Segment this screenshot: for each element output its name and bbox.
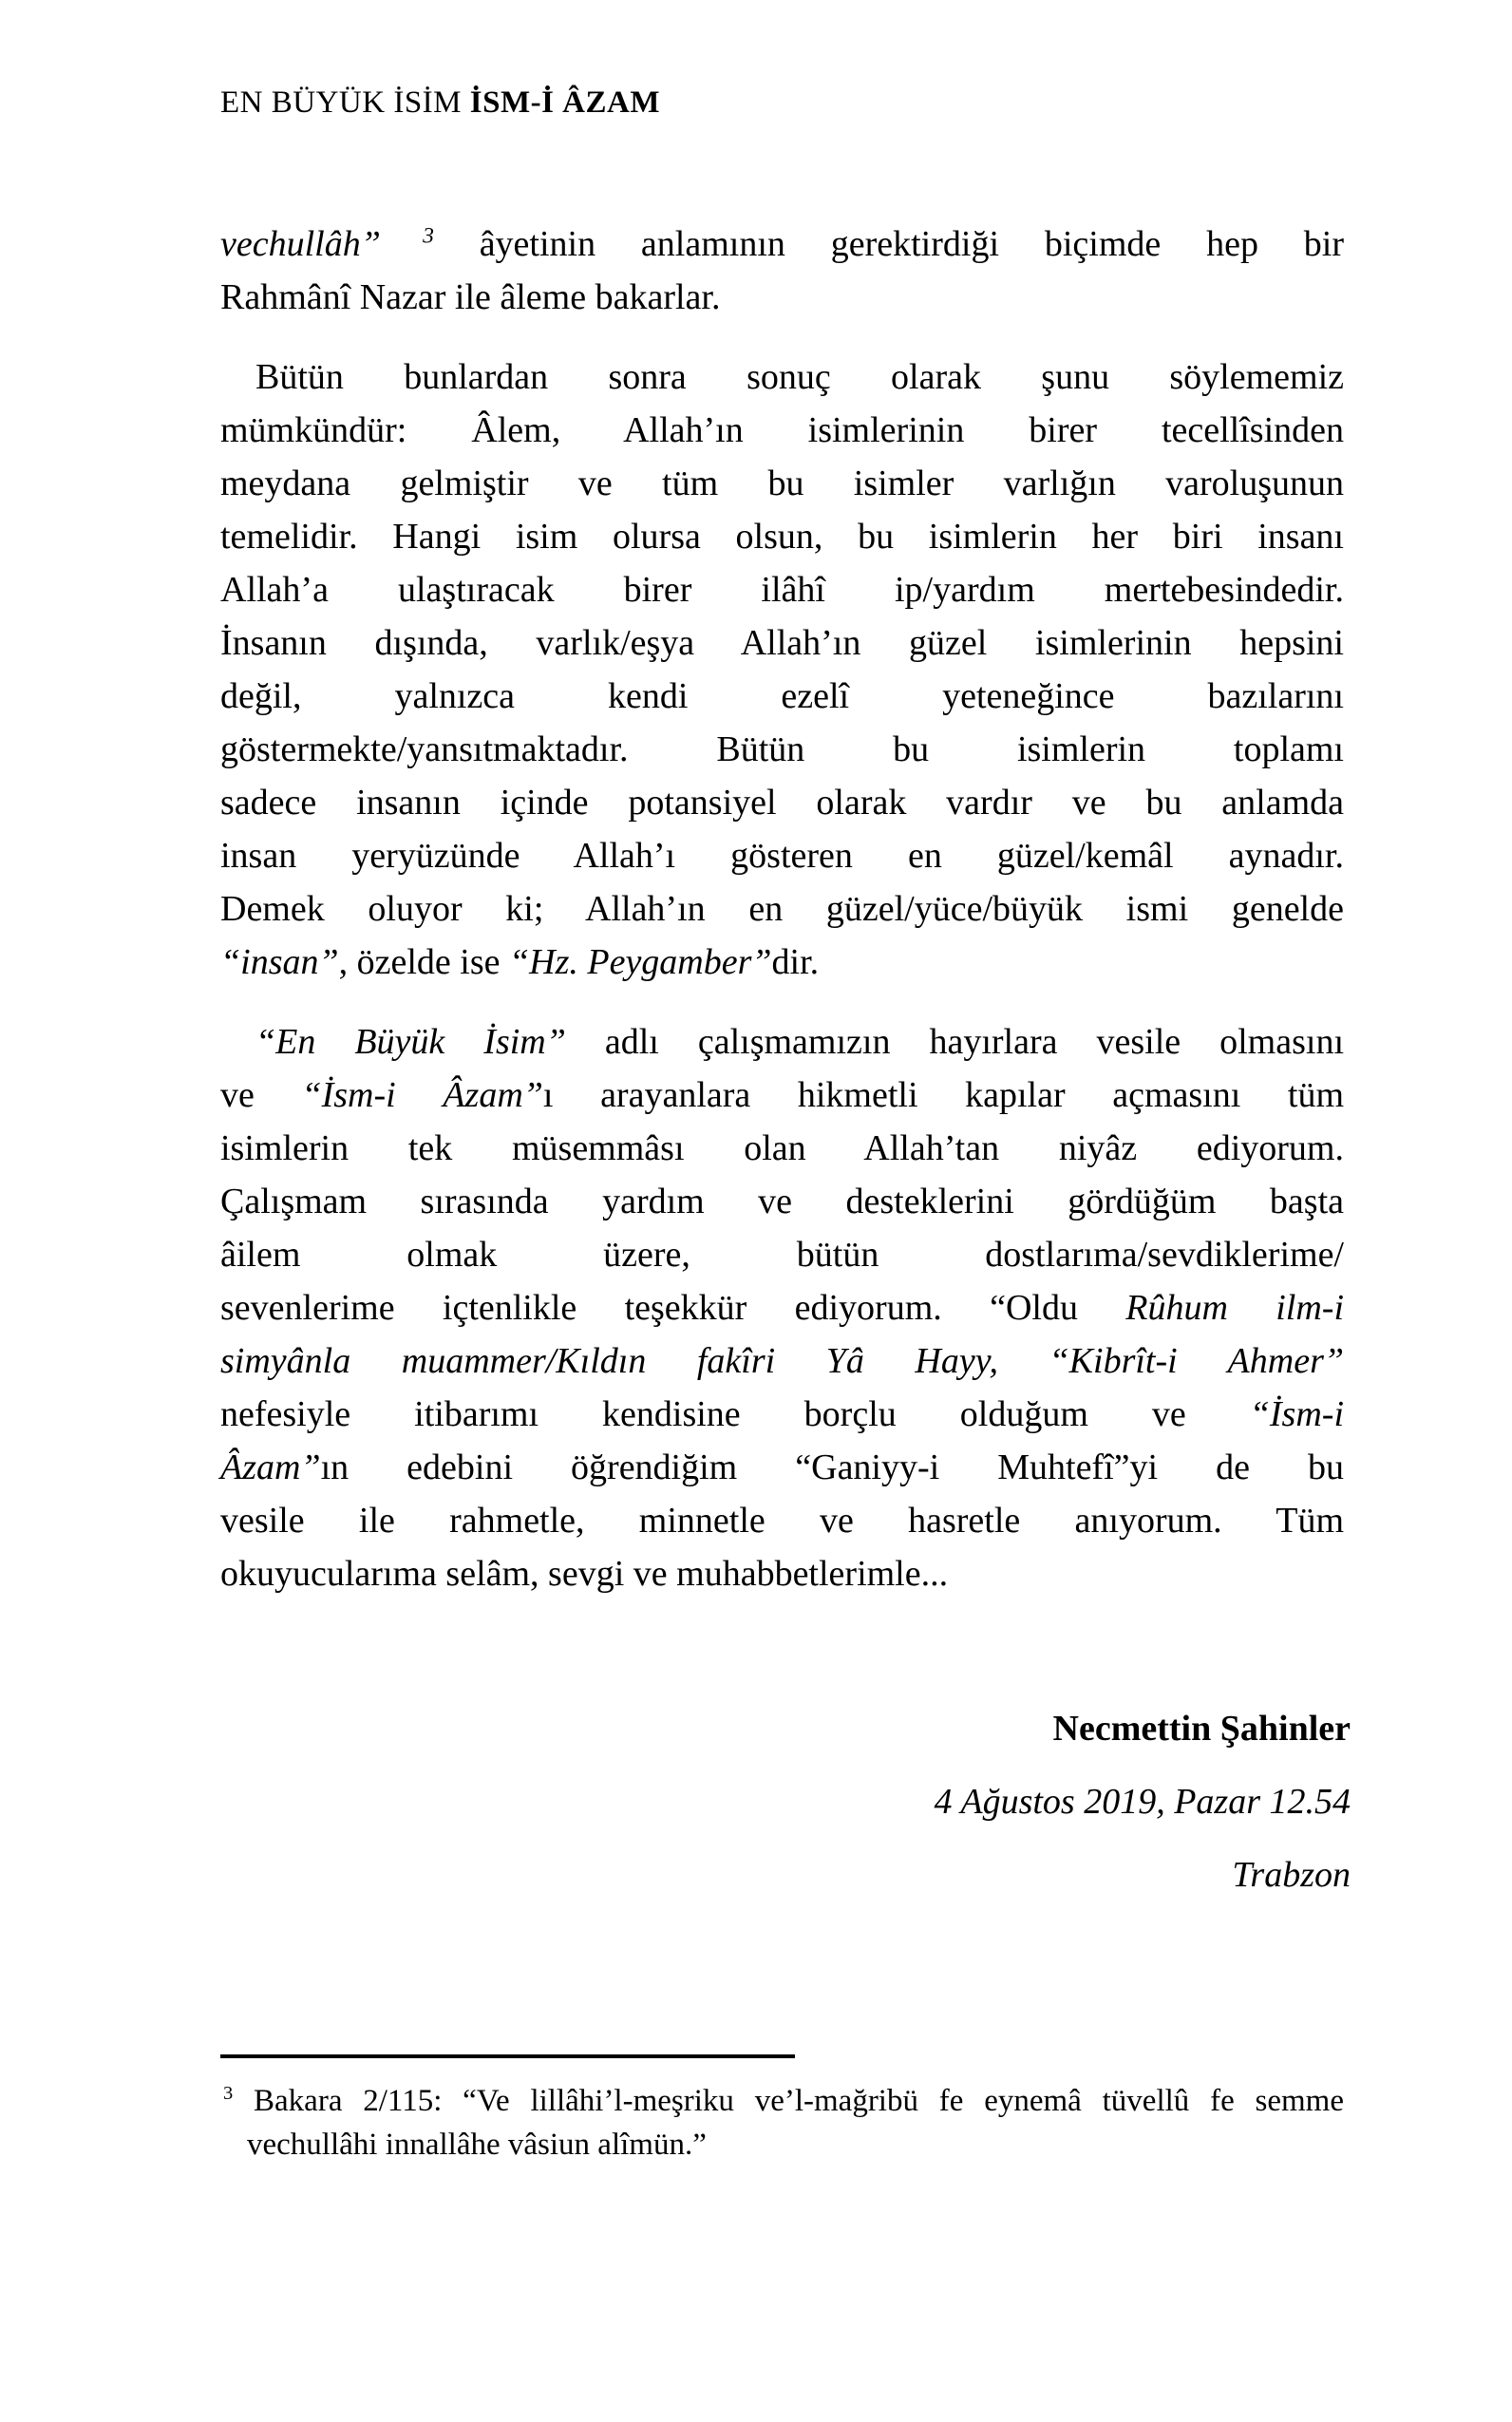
text-run: vechullâhi innallâhe vâsiun alîmün.” <box>247 2128 707 2162</box>
text-run: “İsm-i <box>1249 1394 1344 1434</box>
text-run: meydana gelmiştir ve tüm bu isimler varlığın varoluşunun <box>220 464 1344 503</box>
signature-place: Trabzon <box>1232 1855 1351 1895</box>
text-run: adlı çalışmamızın hayırlara vesile olmasını <box>565 1022 1344 1062</box>
text-line <box>220 218 1344 271</box>
text-run: ve <box>220 1075 302 1115</box>
text-run: âyetinin anlamının gerektirdiği biçimde hep bir <box>433 224 1344 264</box>
text-run: isimlerin tek müsemmâsı olan Allah’tan niyâz ediyorum. <box>220 1128 1344 1168</box>
text-run: dir. <box>771 942 820 982</box>
text-line <box>220 1494 1344 1547</box>
text-run: Allah’a ulaştıracak birer ilâhî ip/yardım mertebesindedir. <box>220 570 1344 610</box>
text-line <box>220 776 1344 829</box>
text-run: Demek oluyor ki; Allah’ın en güzel/yüce/büyük ismi genelde <box>220 889 1344 929</box>
header-title-regular: EN BÜYÜK İSİM <box>220 85 470 120</box>
text-run: mümkündür: Âlem, Allah’ın isimlerinin birer tecellîsinden <box>220 410 1344 450</box>
text-run: Âzam” <box>220 1448 321 1487</box>
text-run: , özelde ise <box>338 942 509 982</box>
text-line <box>220 1122 1344 1175</box>
text-line <box>220 1069 1344 1122</box>
page-header <box>220 84 660 122</box>
text-line <box>220 1334 1344 1388</box>
text-line <box>220 670 1344 723</box>
text-run: “İsm-i Âzam” <box>301 1075 543 1115</box>
text-run: Bakara 2/115: “Ve lillâhi’l-meşriku ve’l-mağribü fe eynemâ tüvellû fe semme <box>233 2084 1344 2118</box>
paragraph <box>220 1015 1344 1600</box>
text-line <box>220 829 1344 882</box>
text-line <box>220 1388 1344 1441</box>
text-run: Rahmânî Nazar ile âleme bakarlar. <box>220 277 721 317</box>
text-run: nefesiyle itibarımı kendisine borçlu olduğum ve <box>220 1394 1250 1434</box>
footnote-line <box>220 2079 1344 2123</box>
text-line <box>220 563 1344 616</box>
footnote-reference: 3 <box>380 223 434 249</box>
text-line <box>220 723 1344 776</box>
text-run: sadece insanın içinde potansiyel olarak vardır ve bu anlamda <box>220 783 1344 823</box>
text-line <box>220 271 1344 324</box>
body-text <box>220 218 1344 1600</box>
text-line <box>220 1441 1344 1494</box>
footnote-separator-rule <box>220 2054 795 2058</box>
text-run: temelidir. Hangi isim olursa olsun, bu isimlerin her biri insanı <box>220 517 1344 557</box>
paragraph <box>220 350 1344 989</box>
signature-date: 4 Ağustos 2019, Pazar 12.54 <box>934 1782 1351 1822</box>
text-line <box>220 1547 1344 1600</box>
text-line <box>220 404 1344 457</box>
paragraph <box>220 218 1344 324</box>
text-run: “En Büyük İsim” <box>255 1022 566 1062</box>
text-line <box>220 936 1344 989</box>
text-line <box>220 882 1344 936</box>
text-line <box>220 1015 1344 1069</box>
text-line <box>220 1228 1344 1281</box>
text-run: okuyucularıma selâm, sevgi ve muhabbetlerimle... <box>220 1554 949 1594</box>
text-run: insan yeryüzünde Allah’ı gösteren en güzel/kemâl aynadır. <box>220 836 1344 876</box>
text-line <box>220 1281 1344 1334</box>
text-run: “insan” <box>220 942 339 982</box>
text-run: âilem olmak üzere, bütün dostlarıma/sevdiklerime/ <box>220 1235 1344 1275</box>
text-run: simyânla muammer/Kıldın fakîri Yâ Hayy, “Kibrît-i Ahmer” <box>220 1341 1344 1381</box>
footnote-reference: 3 <box>223 2083 234 2104</box>
footnote-line <box>220 2123 1344 2167</box>
text-line <box>220 1175 1344 1228</box>
header-title-bold: İSM-İ ÂZAM <box>469 85 660 120</box>
text-run: vechullâh” <box>220 224 381 264</box>
text-run: ı arayanlara hikmetli kapılar açmasını tüm <box>542 1075 1345 1115</box>
signature-name: Necmettin Şahinler <box>1052 1709 1351 1749</box>
text-line <box>220 510 1344 563</box>
text-run: göstermekte/yansıtmaktadır. Bütün bu isimlerin toplamı <box>220 729 1344 769</box>
text-line <box>220 616 1344 670</box>
text-run: vesile ile rahmetle, minnetle ve hasretle anıyorum. Tüm <box>220 1501 1344 1541</box>
text-line <box>220 457 1344 510</box>
text-run: değil, yalnızca kendi ezelî yeteneğince bazılarını <box>220 676 1344 716</box>
text-run: Çalışmam sırasında yardım ve desteklerini gördüğüm başta <box>220 1182 1344 1221</box>
text-run: sevenlerime içtenlikle teşekkür ediyorum. “Oldu <box>220 1288 1126 1328</box>
text-run: Rûhum ilm-i <box>1125 1288 1344 1328</box>
text-line <box>220 350 1344 404</box>
text-run: ın edebini öğrendiğim “Ganiyy-i Muhtefî”yi de bu <box>320 1448 1344 1487</box>
text-run: İnsanın dışında, varlık/eşya Allah’ın güzel isimlerinin hepsini <box>220 623 1344 663</box>
text-run: “Hz. Peygamber” <box>509 942 772 982</box>
text-run: Bütün bunlardan sonra sonuç olarak şunu söylememiz <box>255 357 1344 397</box>
signature-block <box>935 1702 1351 1921</box>
footnote <box>220 2079 1344 2167</box>
